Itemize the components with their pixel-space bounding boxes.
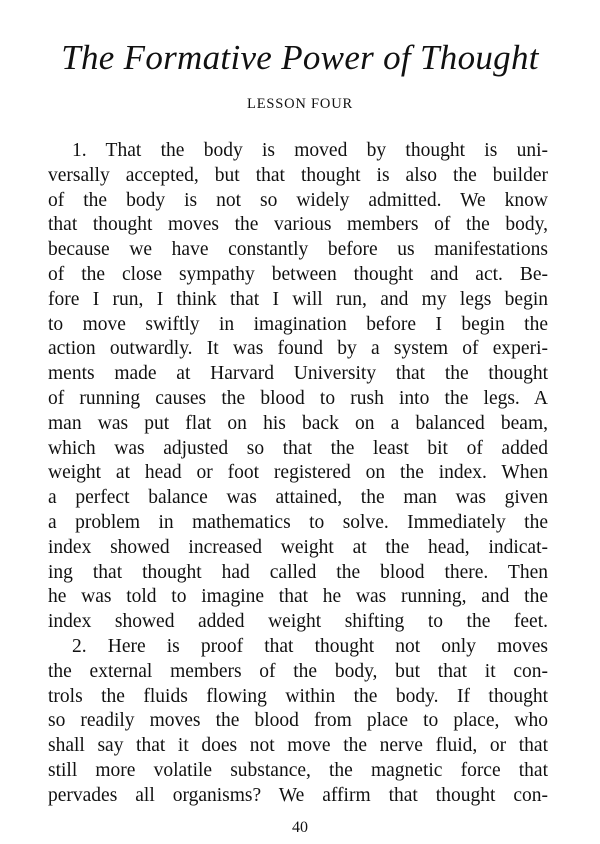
- text-line: index showed increased weight at the head, indicat-: [48, 536, 548, 558]
- text-line: to move swiftly in imagination before I begin the: [48, 313, 548, 335]
- text-line: versally accepted, but that thought is also the builder: [48, 164, 548, 186]
- text-line: ing that thought had called the blood there. Then: [48, 561, 548, 583]
- text-line: index showed added weight shifting to the feet.: [48, 611, 548, 633]
- text-line: because we have constantly before us manifestations: [48, 239, 548, 261]
- text-line: of running causes the blood to rush into the legs. A: [48, 387, 548, 409]
- page-number: 40: [292, 819, 308, 836]
- text-line: of the body is not so widely admitted. We know: [48, 189, 548, 211]
- text-line: action outwardly. It was found by a system of experi-: [48, 338, 548, 360]
- text-line: trols the fluids flowing within the body. If thought: [48, 685, 548, 707]
- paragraph-2-first-line: 2. Here is proof that thought not only moves: [72, 635, 548, 657]
- text-line: which was adjusted so that the least bit of added: [48, 437, 548, 459]
- text-line: of the close sympathy between thought and act. Be-: [48, 263, 548, 285]
- text-line: a problem in mathematics to solve. Immediately the: [48, 511, 548, 533]
- text-line: the external members of the body, but that it con-: [48, 660, 548, 682]
- paragraph-1-first-line: 1. That the body is moved by thought is uni-: [72, 140, 548, 161]
- text-line: he was told to imagine that he was running, and the: [48, 586, 548, 608]
- text-line: fore I run, I think that I will run, and my legs begin: [48, 288, 548, 310]
- text-line: a perfect balance was attained, the man was given: [48, 487, 548, 509]
- text-line: man was put flat on his back on a balanced beam,: [48, 412, 548, 434]
- text-line: weight at head or foot registered on the index. When: [48, 462, 548, 484]
- text-line: still more volatile substance, the magnetic force that: [48, 759, 548, 781]
- page-title: The Formative Power of Thought: [61, 38, 539, 77]
- text-line: so readily moves the blood from place to place, who: [48, 710, 548, 732]
- text-line: pervades all organisms? We affirm that thought con-: [48, 784, 548, 806]
- text-line: ments made at Harvard University that the thought: [48, 363, 548, 385]
- text-line: that thought moves the various members of the body,: [48, 214, 548, 236]
- text-line: shall say that it does not move the nerve fluid, or that: [48, 735, 548, 757]
- body-text: [48, 139, 548, 809]
- lesson-heading: LESSON FOUR: [247, 96, 353, 112]
